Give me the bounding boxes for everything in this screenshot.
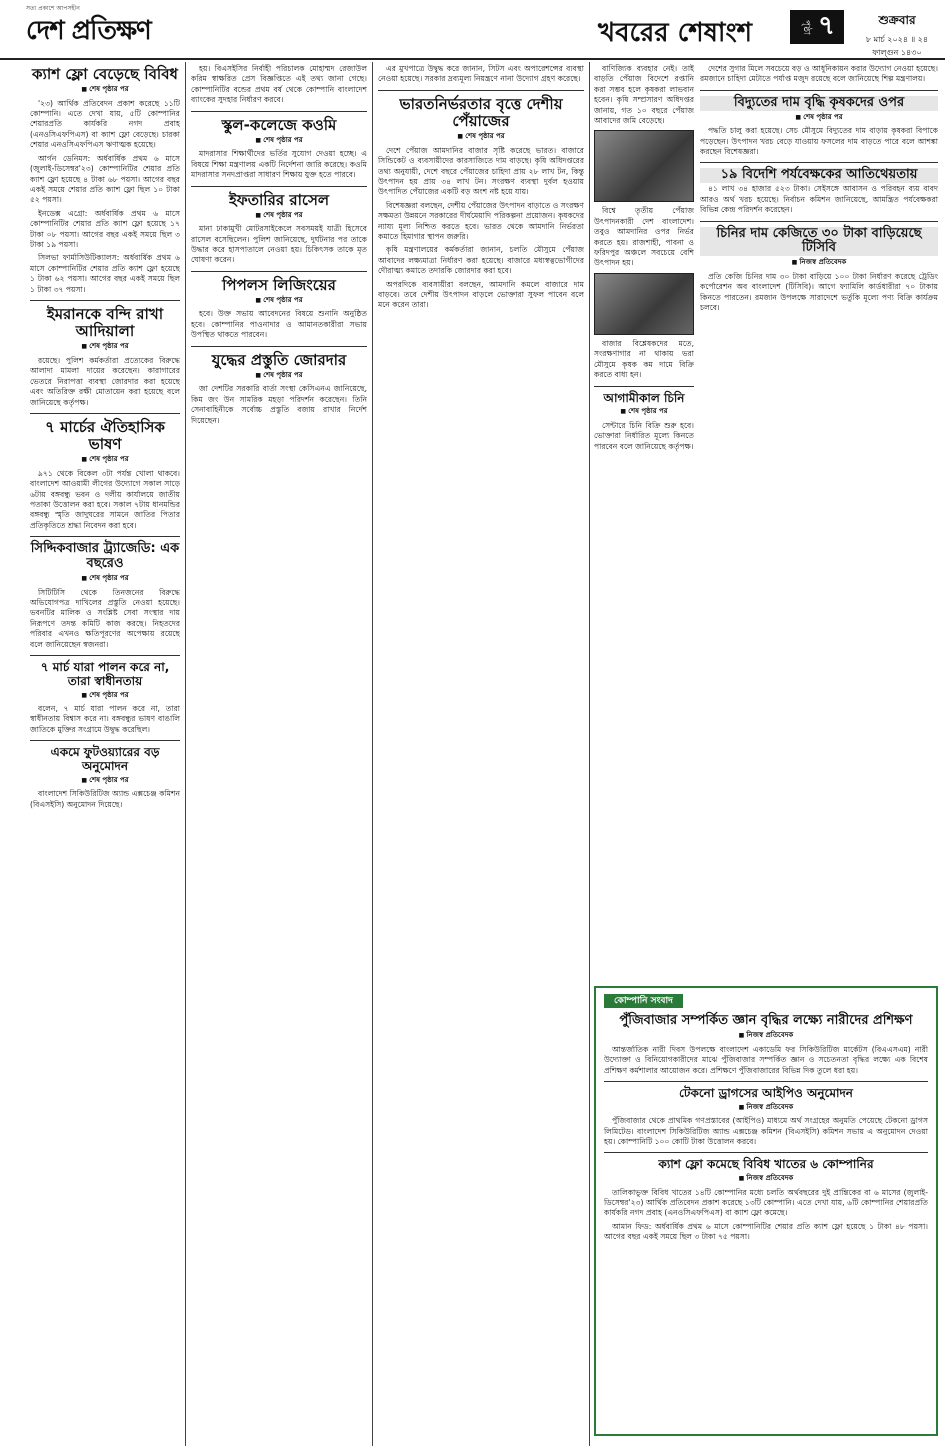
article-text: বিশ্বে তৃতীয় পেঁয়াজ উৎপাদনকারী দেশ বাংলাদেশ। তবুও আমদানির ওপর নির্ভর করতে হয়। রাজশাহী, পাবনা ও ফরিদপুর অঞ্চলে সবচেয়ে বেশি উৎপাদন হয়। (594, 206, 694, 268)
headline: বিদ্যুতের দাম বৃদ্ধি কৃষকদের ওপর (700, 96, 938, 111)
byline: ■ শেষ পৃষ্ঠার পর (30, 454, 180, 465)
divider (191, 346, 367, 347)
byline: ■ শেষ পৃষ্ঠার পর (700, 112, 938, 123)
divider (30, 536, 180, 537)
column-4 (594, 64, 694, 984)
byline: ■ শেষ পৃষ্ঠার পর (191, 370, 367, 381)
divider (700, 221, 938, 222)
date: ৮ মার্চ ২০২৪ ॥ ২৪ ফাল্গুন ১৪৩০ (865, 35, 929, 57)
headline: আগামীকাল চিনি (603, 390, 685, 405)
headline: ৭ মার্চের ঐতিহাসিক ভাষণ (45, 417, 165, 454)
article-text: সিলভা ফার্মাসিউটিক্যালস: অর্ধবার্ষিক প্রথম ৬ মাসে কোম্পানিটির শেয়ার প্রতি ক্যাশ ফ্লো হয়েছে ১ টাকা ৬২ পয়সা। আগের বছর একই সময়ে ছিল ১ টাকা ৩৭ পয়সা। (30, 253, 180, 294)
headline: যুদ্ধের প্রস্তুতি জোরদার (211, 350, 347, 369)
article-text: কৃষি মন্ত্রণালয়ের কর্মকর্তারা জানান, চলতি মৌসুমে পেঁয়াজ আবাদের লক্ষ্যমাত্রা নির্ধারণ করা হয়েছে। বাজারে মধ্যস্বত্বভোগীদের দৌরাত্ম্য কমাতে তদারকি জোরদার করা হবে। (378, 245, 584, 276)
byline: ■ শেষ পৃষ্ঠার পর (30, 690, 180, 701)
article-text: প্রতি কেজি চিনির দাম ৩০ টাকা বাড়িয়ে ১০০ টাকা নির্ধারণ করেছে ট্রেডিং কর্পোরেশন অব বাংলাদেশ (টিসিবি)। আগে ফ্যামিলি কার্ডধারীরা ৭০ টাকায় কিনতে পারতেন। রমজান উপলক্ষে সারাদেশে ভর্তুকি মূল্যে পণ্য বিক্রি কার্যক্রম চলবে। (700, 271, 938, 313)
company-news-tag: কোম্পানি সংবাদ (604, 994, 683, 1008)
headline: ভারতনির্ভরতার বৃত্তে দেশীয় পেঁয়াজের (399, 94, 563, 131)
divider (700, 90, 938, 91)
column-1 (30, 64, 180, 1444)
divider (30, 655, 180, 656)
column-2 (191, 64, 367, 1444)
article-text: মানা ঢাকামুখী মোটরসাইকেলে সবসময়ই যাত্রী হিসেবে রাসেল বসেছিলেন। পুলিশ জানিয়েছে, দুর্ঘটনার পর তাকে উদ্ধার করে হাসপাতালে নেওয়া হয়। চিকিৎসক তাকে মৃত ঘোষণা করেন। (191, 224, 367, 265)
article-text: বাংলাদেশ সিকিউরিটিজ অ্যান্ড এক্সচেঞ্জ কমিশন (বিএসইসি) অনুমোদন দিয়েছে। (30, 789, 180, 809)
dateline (852, 12, 942, 60)
byline: ■ নিজস্ব প্রতিবেদক (604, 1173, 928, 1184)
divider (700, 162, 938, 163)
headline: ইমরানকে বন্দি রাখা আদিয়ালা (46, 304, 164, 341)
headline: সিদ্দিকবাজার ট্র্যাজেডি: এক বছরেও (30, 541, 180, 572)
headline: ইফতারির রাসেল (228, 190, 330, 209)
article-text: বিশেষজ্ঞরা বলছেন, দেশীয় পেঁয়াজের উৎপাদন বাড়াতে ও সংরক্ষণ সক্ষমতা উন্নয়নে সরকারের দীর্ঘমেয়াদি পরিকল্পনা প্রয়োজন। কৃষকদের ন্যায্য মূল্য নিশ্চিত করতে হবে। ভারত থেকে আমদানি নির্ভরতা কমাতে হিমাগার স্থাপন জরুরি। (378, 200, 584, 241)
byline: ■ নিজস্ব প্রতিবেদক (700, 257, 938, 268)
headline: একমে ফুটওয়্যারের বড় অনুমোদন (50, 745, 160, 773)
headline: ক্যাশ ফ্লো বেড়েছে বিবিধ (32, 65, 178, 83)
page-number-box (790, 10, 844, 44)
page-number: ৭ (818, 11, 835, 41)
article-text: হবে। উক্ত সভায় আবেদনের বিষয়ে শুনানি অনুষ্ঠিত হবে। কোম্পানির পাওনাদার ও আমানতকারীরা সভায় উপস্থিত থাকতে পারবেন। (191, 309, 367, 340)
byline: ■ শেষ পৃষ্ঠার পর (191, 210, 367, 221)
column-divider (589, 62, 590, 1446)
divider (378, 90, 584, 91)
column-5 (700, 64, 938, 984)
byline: ■ শেষ পৃষ্ঠার পর (30, 341, 180, 352)
byline: ■ শেষ পৃষ্ঠার পর (191, 135, 367, 146)
article-text: বাণিজ্যিক ব্যবহার নেই। তাই বাড়তি পেঁয়াজ বিদেশে রপ্তানি করা সম্ভব হলে কৃষকরা লাভবান হবেন। কৃষি সম্প্রসারণ অধিদপ্তর জানায়, গত ১০ বছরে পেঁয়াজ আবাদের জমি বেড়েছে। (594, 64, 694, 126)
article-text: অপরদিকে ব্যবসায়ীরা বলছেন, আমদানি কমলে বাজারে দাম বাড়বে। তবে দেশীয় উৎপাদন বাড়লে ভোক্তারা সুফল পাবেন বলে মনে করেন তারা। (378, 279, 584, 310)
byline: ■ শেষ পৃষ্ঠার পর (191, 295, 367, 306)
article-text: বাজার বিশ্লেষকদের মতে, সংরক্ষণাগার না থাকায় ভরা মৌসুমে কৃষক কম দামে বিক্রি করতে বাধ্য হন। (594, 338, 694, 380)
newspaper-logo: দেশ প্রতিক্ষণ (26, 16, 151, 46)
divider (191, 271, 367, 272)
article-text: পুঁজিবাজার থেকে প্রাথমিক গণপ্রস্তাবের (আইপিও) মাধ্যমে অর্থ সংগ্রহের অনুমতি পেয়েছে টেকনো ড্রাগস লিমিটেড। বাংলাদেশ সিকিউরিটিজ অ্যান্ড এক্সচেঞ্জ কমিশন (বিএসইসি) কমিশন সভায় এ অনুমোদন দেওয়া হয়। কোম্পানিটি ১০০ কোটি টাকা উত্তোলন করবে। (604, 1116, 928, 1146)
masthead (0, 0, 945, 60)
article-text: আমান ফিড: অর্ধবার্ষিক প্রথম ৬ মাসে কোম্পানিটির শেয়ার প্রতি ক্যাশ ফ্লো হয়েছে ১ টাকা ৪৮ পয়সা। আগের বছর একই সময়ে ছিল ৩ টাকা ৭৫ পয়সা। (604, 1221, 928, 1242)
headline: টেকনো ড্রাগসের আইপিও অনুমোদন (679, 1085, 853, 1100)
byline: ■ শেষ পৃষ্ঠার পর (30, 84, 180, 95)
divider (604, 1081, 928, 1082)
headline: পুঁজিবাজার সম্পর্কিত জ্ঞান বৃদ্ধির লক্ষ্যে নারীদের প্রশিক্ষণ (619, 1013, 913, 1029)
byline: ■ শেষ পৃষ্ঠার পর (594, 406, 694, 417)
headline: ১৯ বিদেশি পর্যবেক্ষকের আতিথেয়তায় (700, 168, 938, 183)
article-text: তালিকাভুক্ত বিবিধ খাতের ১৪টি কোম্পানির মধ্যে চলতি অর্থবছরের দুই প্রান্তিকের বা ৬ মাসের (জুলাই-ডিসেম্বর'২৩) আর্থিক প্রতিবেদন প্রকাশ করেছে ১৩টি কোম্পানি। এতে দেখা যায়, ৬টি কোম্পানির শেয়ারপ্রতি কার্যকরি নগদ প্রবাহ (এনওসিএফপিএস) বা ক্যাশ ফ্লো কমেছে। (604, 1187, 928, 1218)
article-text: দেশের সুগার মিলে সবচেয়ে বড় ও আধুনিকায়ন করার উদ্যোগ নেওয়া হয়েছে। রমজানে চাহিদা মেটাতে পর্যাপ্ত মজুদ রয়েছে বলে জানিয়েছে শিল্প মন্ত্রণালয়। (700, 64, 938, 84)
article-text: ৪১ লাখ ৩৪ হাজার ৫২৩ টাকা। সেইসঙ্গে আবাসন ও পরিবহন ব্যয় বাবদ আরও অর্থ খরচ হয়েছে। নির্বাচন কমিশন জানিয়েছে, আমন্ত্রিত পর্যবেক্ষকরা বিভিন্ন কেন্দ্র পরিদর্শন করেছেন। (700, 184, 938, 215)
company-news-box (594, 986, 938, 1436)
column-3 (378, 64, 584, 1444)
article-text: পদ্ধতি চালু করা হয়েছে। সেচ মৌসুমে বিদ্যুতের দাম বাড়ায় কৃষকরা বিপাকে পড়েছেন। উৎপাদন খরচ বেড়ে যাওয়ায় ফসলের দাম বাড়তে পারে বলে আশঙ্কা করছেন বিশেষজ্ঞরা। (700, 126, 938, 156)
article-text: বলেন, ৭ মার্চ যারা পালন করে না, তারা স্বাধীনতায় বিশ্বাস করে না। বঙ্গবন্ধুর ভাষণ বাঙালি জাতিকে মুক্তির সংগ্রামে উদ্বুদ্ধ করেছিল। (30, 703, 180, 734)
divider (594, 386, 694, 387)
divider (604, 1152, 928, 1153)
weekday: শুক্রবার (878, 13, 916, 27)
brand-tagline: সত্য প্রকাশে আপসহীন (26, 5, 80, 12)
headline: চিনির দাম কেজিতে ৩০ টাকা বাড়িয়েছে টিসিবি (700, 227, 938, 257)
article-text: ৯৭১ থেকে বিকেল ৩টা পর্যন্ত খোলা থাকবে। বাংলাদেশ আওয়ামী লীগের উদ্যোগে সকাল সাড়ে ৬টায় বঙ্গবন্ধু ভবন ও দলীয় কার্যালয়ে জাতীয় পতাকা উত্তোলন করা হবে। সকাল ৭টায় ধানমন্ডির বঙ্গবন্ধু স্মৃতি জাদুঘরের সামনে জাতির পিতার প্রতিকৃতিতে শ্রদ্ধা নিবেদন করা হবে। (30, 468, 180, 530)
section-title: খবরের শেষাংশ (598, 18, 753, 48)
news-photo (594, 273, 694, 335)
article-text: দেশে পেঁয়াজ আমদানির বাজার সৃষ্টি করেছে ভারত। বাজারে সিন্ডিকেট ও ব্যবসায়ীদের কারসাজিতে দাম বাড়ছে। কৃষি অধিদপ্তরের তথ্য অনুযায়ী, দেশে বছরে পেঁয়াজের চাহিদা প্রায় ২৮ লাখ টন, কিন্তু উৎপাদন হয় প্রায় ৩৪ লাখ টন। সংরক্ষণ ব্যবস্থা দুর্বল হওয়ায় উৎপাদিত পেঁয়াজের একটি বড় অংশ নষ্ট হয়ে যায়। (378, 145, 584, 197)
article-text: রয়েছে। পুলিশ কর্মকর্তারা প্রত্যেকের বিরুদ্ধে আলাদা মামলা দায়ের করেছেন। কারাগারের ভেতরে নিরাপত্তা ব্যবস্থা জোরদার করা হয়েছে এবং অতিরিক্ত রক্ষী মোতায়েন করা হয়েছে বলে জানিয়েছে কর্তৃপক্ষ। (30, 355, 180, 407)
article-text: সিটিটিসি থেকে তিনজনের বিরুদ্ধে অভিযোগপত্র দাখিলের প্রস্তুতি নেওয়া হয়েছে। ভবনটির মালিক ও সংশ্লিষ্ট সেবা সংস্থার দায় নিরূপণে তদন্ত কমিটি কাজ করছে। নিহতদের পরিবার এখনও ক্ষতিপূরণের অপেক্ষায় রয়েছে বলে জানিয়েছেন স্বজনরা। (30, 587, 180, 649)
headline: পিপলস লিজিংয়ের (222, 275, 336, 294)
headline: স্কুল-কলেজে কওমি (221, 115, 337, 134)
divider (191, 186, 367, 187)
byline: ■ নিজস্ব প্রতিবেদক (604, 1030, 928, 1041)
divider (30, 413, 180, 414)
byline: ■ শেষ পৃষ্ঠার পর (30, 573, 180, 584)
article-text: আর্গন ডেনিমস: অর্ধবার্ষিক প্রথম ৬ মাসে (জুলাই-ডিসেম্বর'২৩) কোম্পানিটির শেয়ার প্রতি ক্যাশ ফ্লো হয়েছে ৪ টাকা ৬৮ পয়সা। আগের বছর একই সময়ে শেয়ার প্রতি ক্যাশ ফ্লো ছিল ১০ টাকা ৫২ পয়সা। (30, 153, 180, 205)
article-text: হয়। বিএসইসির নির্বাহী পরিচালক মোহাম্মদ রেজাউল করিম স্বাক্ষরিত প্রেস বিজ্ঞপ্তিতে এই তথ্য জানা গেছে। কোম্পানিটির বন্ডের প্রথম বর্ষ থেকে কোম্পানি বাংলাদেশ ব্যাংকের সুদহার নির্ধারণ করবে। (191, 64, 367, 105)
headline: ক্যাশ ফ্লো কমেছে বিবিধ খাতের ৬ কোম্পানির (658, 1157, 874, 1172)
article-text: '২৩) আর্থিক প্রতিবেদন প্রকাশ করেছে ১১টি কোম্পানি। এতে দেখা যায়, ৫টি কোম্পানির শেয়ারপ্রতি কার্যকরি নগদ প্রবাহ (এনওসিএফপিএস) বা ক্যাশ ফ্লো বেড়েছে। চারকা শেয়ার এনওসিএফপিএস ঋণাত্মক হয়েছে। (30, 98, 180, 150)
divider (30, 740, 180, 741)
divider (30, 300, 180, 301)
article-text: আন্তর্জাতিক নারী দিবস উপলক্ষে বাংলাদেশ একাডেমি ফর সিকিউরিটিজ মার্কেটস (বিএএসএম) নারী উদ্যোক্তা ও বিনিয়োগকারীদের মাঝে পুঁজিবাজার সম্পর্কিত জ্ঞান ও সচেতনতা বৃদ্ধির লক্ষ্যে এক বিশেষ প্রশিক্ষণ কর্মশালার আয়োজন করে। প্রশিক্ষণে পুঁজিবাজারের বিভিন্ন দিক তুলে ধরা হয়। (604, 1044, 928, 1075)
article-text: এর মুখপাত্রে উদ্বুদ্ধ করে জানান, সিটস এবং অপারেশন্সের ব্যবস্থা নেওয়া হয়েছে। সরকার দ্রব্যমূল্য নিয়ন্ত্রণে নানা উদ্যোগ গ্রহণ করেছে। (378, 64, 584, 84)
article-text: জা দেশটির সরকারি বার্তা সংস্থা কেসিএনএ জানিয়েছে, কিম জং উন সামরিক মহড়া পরিদর্শন করেছেন। তিনি সেনাবাহিনীকে সর্বোচ্চ প্রস্তুতি বজায় রাখার নির্দেশ দিয়েছেন। (191, 384, 367, 425)
article-text: সেন্টারে চিনি বিক্রি শুরু হবে। ভোক্তারা নির্ধারিত মূল্যে কিনতে পারবেন বলে জানিয়েছে কর্তৃপক্ষ। (594, 420, 694, 451)
column-divider (372, 62, 373, 1446)
headline: ৭ মার্চ যারা পালন করে না, তারা স্বাধীনতায় (40, 659, 170, 688)
column-divider (185, 62, 186, 1446)
divider (191, 111, 367, 112)
byline: ■ নিজস্ব প্রতিবেদক (604, 1102, 928, 1113)
byline: ■ শেষ পৃষ্ঠার পর (378, 131, 584, 142)
byline: ■ শেষ পৃষ্ঠার পর (30, 775, 180, 786)
page-label: পৃষ্ঠা (801, 19, 812, 35)
article-text: ইনডেক্স এগ্রো: অর্ধবার্ষিক প্রথম ৬ মাসে কোম্পানিটির শেয়ার প্রতি ক্যাশ ফ্লো হয়েছে ১৭ টাকা ০৮ পয়সা। আগের বছর একই সময়ে ছিল ৩ টাকা ১৯ পয়সা। (30, 208, 180, 249)
article-text: মাদরাসার শিক্ষার্থীদের ভর্তির সুযোগ দেওয়া হচ্ছে। এ বিষয়ে শিক্ষা মন্ত্রণালয় একটি নির্দেশনা জারি করেছে। কওমি মাদরাসার সনদপ্রাপ্তরা সাধারণ শিক্ষায় যুক্ত হতে পারবে। (191, 149, 367, 180)
news-photo (594, 130, 694, 202)
